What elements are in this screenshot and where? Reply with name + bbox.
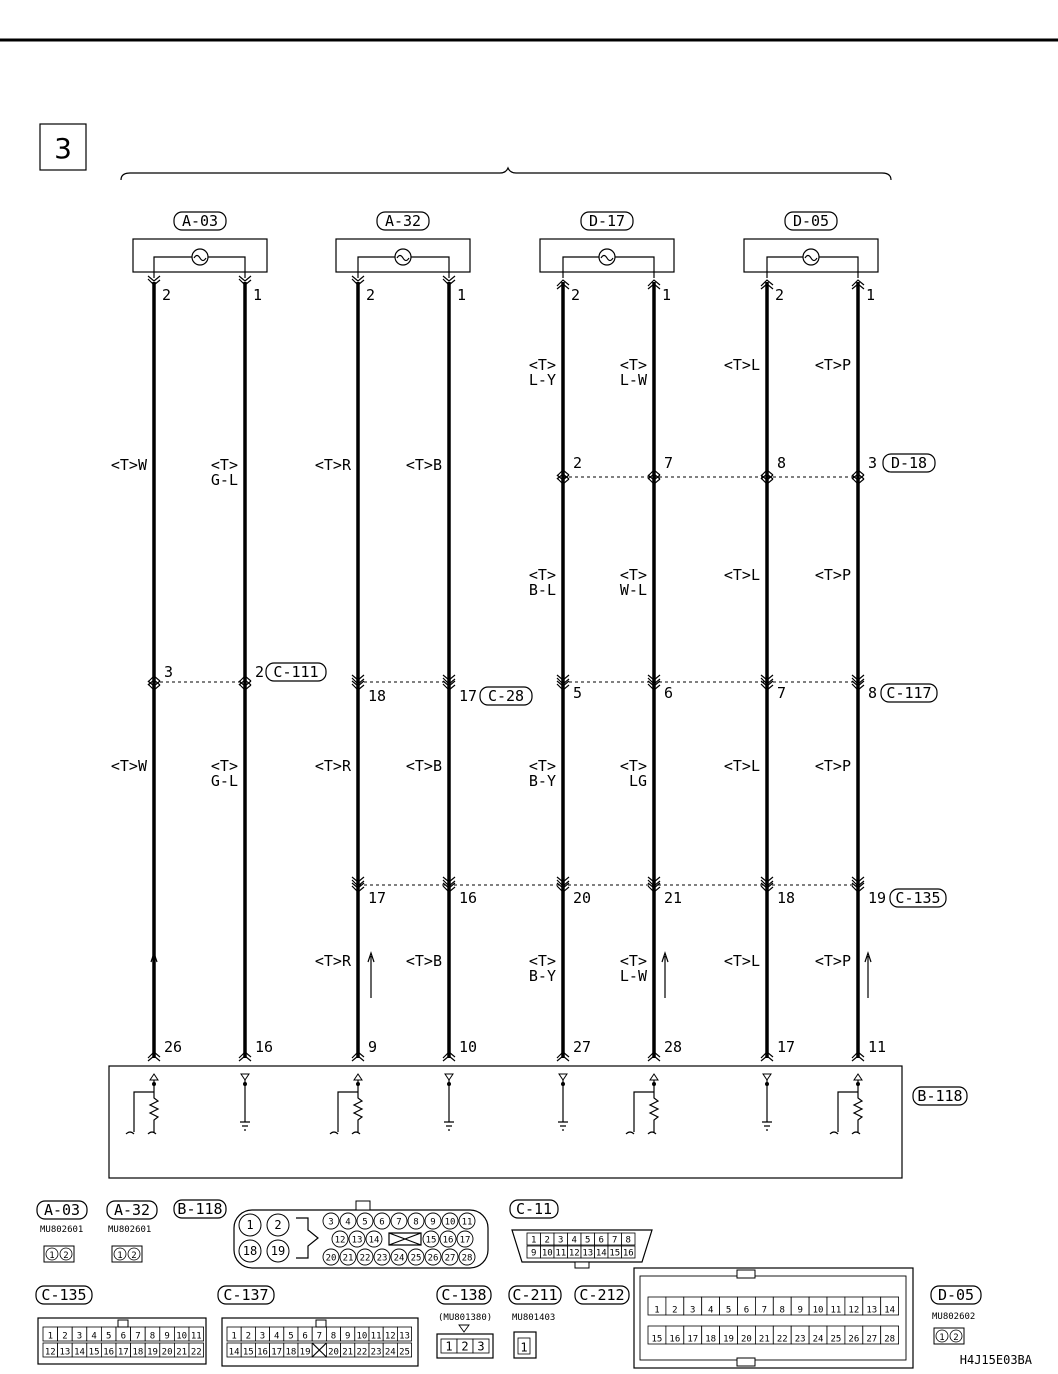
signal-arrow [865, 953, 871, 998]
sensor-pin-right: 1 [866, 286, 876, 304]
legend-c137-pin: 5 [288, 1331, 294, 1342]
legend-b118-bigpin-label: 1 [246, 1218, 254, 1232]
wire-color-label: <T>R [314, 757, 351, 775]
legend-c211-pin: 1 [520, 1340, 528, 1355]
legend-c212-pin: 10 [812, 1305, 824, 1316]
legend-b118-pin: 12 [334, 1235, 346, 1246]
legend-c211-part: MU801403 [512, 1313, 556, 1323]
legend-c135-pin: 20 [161, 1347, 173, 1358]
c111-pin: 3 [164, 663, 174, 681]
c135-pin: 20 [573, 889, 592, 907]
legend-c212-pin: 26 [848, 1334, 860, 1345]
legend-c135-key [118, 1320, 128, 1327]
legend-c135-pin: 18 [132, 1347, 144, 1358]
legend-c137-pin: 4 [273, 1331, 280, 1342]
sensor-pin-right: 1 [457, 286, 467, 304]
c117-label: C-117 [886, 684, 932, 702]
legend-b118-pin: 7 [396, 1217, 402, 1228]
legend-b118-pin: 16 [442, 1235, 454, 1246]
legend-c135-pin: 3 [76, 1331, 83, 1342]
legend-b118-pin: 27 [444, 1253, 456, 1264]
legend-c212-pin: 3 [690, 1305, 696, 1316]
wire-color-label: <T> [210, 456, 238, 474]
legend-c11-pin: 16 [622, 1248, 634, 1259]
legend-c11-pin: 9 [531, 1248, 537, 1259]
c135-pin: 18 [777, 889, 796, 907]
legend-c212-pin: 18 [705, 1334, 717, 1345]
legend-c137-pin: 6 [302, 1331, 308, 1342]
legend-c11-pin: 6 [598, 1235, 604, 1246]
b118-unit [109, 1066, 967, 1178]
c135-pin: 21 [664, 889, 683, 907]
legend-c212-pin: 12 [848, 1305, 860, 1316]
legend-c135-pin: 12 [44, 1347, 56, 1358]
legend-c212-pin: 27 [866, 1334, 878, 1345]
wire-color-label: <T> [528, 356, 556, 374]
legend-c135-pin: 4 [91, 1331, 97, 1342]
legend-a03-pin: 1 [49, 1251, 55, 1261]
terminal-dot [152, 1082, 156, 1086]
wire-color-label: <T> [619, 566, 647, 584]
c117-pin: 8 [868, 684, 878, 702]
legend-c135-pin: 10 [176, 1331, 188, 1342]
b118-pin: 28 [664, 1038, 683, 1056]
legend-b118-pin: 23 [376, 1253, 388, 1264]
legend-b118-pin: 24 [393, 1253, 405, 1264]
legend-c135-pin: 11 [190, 1331, 202, 1342]
legend-c212-pin: 17 [687, 1334, 699, 1345]
legend-c212-pin: 21 [758, 1334, 770, 1345]
wire-color-label: <T>B [405, 456, 442, 474]
legend-c137-pin: 15 [242, 1347, 254, 1358]
page-number: 3 [54, 132, 72, 165]
wire-color-label: <T>R [314, 456, 351, 474]
legend-c137-pin: 9 [344, 1331, 351, 1342]
legend-c11-key [575, 1262, 589, 1268]
legend-c11-pin: 1 [531, 1235, 537, 1246]
legend-b118-pin: 13 [351, 1235, 363, 1246]
b118-pin: 10 [459, 1038, 478, 1056]
wire-color-label: G-L [210, 772, 238, 790]
legend-c212-pin: 24 [812, 1334, 824, 1345]
legend-b118-pin: 6 [379, 1217, 385, 1228]
legend-b118-bigpin-label: 18 [242, 1244, 258, 1258]
legend-b118-pin: 21 [342, 1253, 354, 1264]
sensor-pin-right: 1 [253, 286, 263, 304]
legend-c135-pin: 6 [120, 1331, 127, 1342]
legend-c212-pin: 19 [723, 1334, 734, 1345]
legend-c137-pin: 22 [356, 1347, 368, 1358]
legend-b118-pin: 20 [325, 1253, 337, 1264]
c117-pin: 6 [664, 684, 674, 702]
legend-c135-pin: 16 [103, 1347, 115, 1358]
legend-c138-part: (MU801380) [438, 1313, 493, 1323]
legend-c212-pin: 5 [725, 1305, 732, 1316]
c117-pin: 7 [777, 684, 787, 702]
legend-c212-pin: 23 [794, 1334, 806, 1345]
legend-c138-pin: 1 [445, 1339, 453, 1354]
terminal-dot [856, 1082, 860, 1086]
sensor-pin-left: 2 [366, 286, 376, 304]
signal-arrow [151, 953, 157, 998]
legend-b118-pin: 4 [345, 1217, 351, 1228]
legend-c137-key [316, 1320, 326, 1327]
legend-c135-pin: 19 [147, 1347, 158, 1358]
legend-a03-pin: 2 [63, 1251, 69, 1261]
legend-c137-pin: 25 [399, 1347, 410, 1358]
legend-c11-pin: 14 [595, 1248, 607, 1259]
legend-c138-key [459, 1325, 469, 1332]
wire-color-label: <T>W [110, 757, 147, 775]
signal-arrow [662, 953, 668, 998]
c28-label: C-28 [487, 687, 525, 705]
sensor-pin-right: 1 [662, 286, 672, 304]
legend-c212-pin: 20 [741, 1334, 752, 1345]
legend-c11-label: C-11 [515, 1200, 553, 1218]
legend-c212-pin: 11 [830, 1305, 842, 1316]
legend-d05-label: D-05 [937, 1286, 975, 1304]
diagram-code: H4J15E03BA [959, 1353, 1032, 1367]
legend-c137-pin: 7 [316, 1331, 323, 1342]
legend-b118-pin: 26 [427, 1253, 439, 1264]
legend-c138-pin: 2 [461, 1339, 469, 1354]
brace [121, 168, 891, 180]
legend-c135-pin: 5 [105, 1331, 112, 1342]
legend-a32-label: A-32 [113, 1201, 151, 1219]
legend-a32-pin: 2 [131, 1251, 137, 1261]
legend-c11-pin: 13 [582, 1248, 594, 1259]
legend-c137-pin: 10 [356, 1331, 368, 1342]
legend-c137-pin: 20 [328, 1347, 339, 1358]
c111-label: C-111 [273, 663, 319, 681]
terminal-dot [243, 1082, 247, 1086]
wire-color-label: <T> [619, 757, 647, 775]
b118-box [109, 1066, 902, 1178]
wire-color-label: L-Y [528, 371, 556, 389]
wire-color-label: G-L [210, 471, 238, 489]
legend-a32-part: MU802601 [108, 1225, 152, 1235]
wire-color-label: B-L [528, 581, 556, 599]
legend-b118-pin: 15 [425, 1235, 437, 1246]
legend-c137-label: C-137 [223, 1286, 269, 1304]
connectors-group [148, 276, 946, 1061]
legend-c137-pin: 19 [299, 1347, 311, 1358]
legend-c11-pin: 8 [625, 1235, 631, 1246]
terminal-dot [765, 1082, 769, 1086]
legend-c135-pin: 15 [88, 1347, 100, 1358]
sensor-pin-left: 2 [162, 286, 172, 304]
wire-color-label: LG [628, 772, 647, 790]
legend-c135-pin: 14 [74, 1347, 85, 1358]
legend-c212-pin: 1 [654, 1305, 660, 1316]
wire-color-label: <T>L [723, 757, 760, 775]
terminal-dot [356, 1082, 360, 1086]
wire-color-label: <T> [619, 356, 647, 374]
wire-color-label: <T>P [814, 952, 851, 970]
wire-color-label: <T>R [314, 952, 351, 970]
wire-color-label: <T>L [723, 356, 760, 374]
legend-c137-pin: 18 [285, 1347, 297, 1358]
legend-c212-key [737, 1270, 755, 1278]
wire-color-label: <T>P [814, 356, 851, 374]
b118-pin: 26 [164, 1038, 183, 1056]
legend-c212-pin: 15 [651, 1334, 663, 1345]
legend-c137-pin: 3 [259, 1331, 266, 1342]
legend-c212-key [737, 1358, 755, 1366]
legend-b118-pin: 8 [413, 1217, 419, 1228]
b118-pin: 17 [777, 1038, 796, 1056]
wire-color-label: <T> [528, 566, 556, 584]
sensor-pin-left: 2 [571, 286, 581, 304]
sensor-pin-left: 2 [775, 286, 785, 304]
legend-b118-pin: 28 [461, 1253, 473, 1264]
legend-c137-pin: 16 [257, 1347, 268, 1358]
legend-b118-pin: 11 [461, 1217, 473, 1228]
c135-pin: 16 [459, 889, 478, 907]
legend-b118-pin: 9 [430, 1217, 436, 1228]
legend-c11-pin: 15 [609, 1248, 621, 1259]
b118-label: B-118 [917, 1087, 963, 1105]
signal-arrow [368, 953, 374, 998]
legend-c135-pin: 17 [117, 1347, 129, 1358]
legend-d05-part: MU802602 [932, 1312, 976, 1322]
wire-color-label: B-Y [528, 772, 556, 790]
wire-color-label: L-W [619, 371, 647, 389]
legend-b118-bigpin-label: 2 [274, 1218, 282, 1232]
c135-pin: 19 [868, 889, 887, 907]
legend-c137-pin: 13 [399, 1331, 410, 1342]
b118-pin: 11 [868, 1038, 887, 1056]
d18-pin: 7 [664, 454, 674, 472]
wire-color-label: <T>P [814, 757, 851, 775]
legend-c11-pin: 12 [568, 1248, 580, 1259]
legend-b118-pin: 10 [444, 1217, 456, 1228]
sensor-label: A-32 [384, 212, 422, 230]
legend-c11-pin: 4 [571, 1235, 577, 1246]
legend-c137-pin: 21 [342, 1347, 354, 1358]
wire-color-label: <T>P [814, 566, 851, 584]
sensor-label: A-03 [181, 212, 219, 230]
wire-color-label: <T>B [405, 757, 442, 775]
legend-c212-pin: 28 [884, 1334, 896, 1345]
legend-b118-key [356, 1201, 370, 1210]
legend-c212-pin: 7 [761, 1305, 768, 1316]
legend-a32-pin: 1 [117, 1251, 123, 1261]
legend-c11-pin: 10 [541, 1248, 553, 1259]
legend-b118-pin: 5 [362, 1217, 368, 1228]
legend-c11-pin: 11 [555, 1248, 567, 1259]
b118-pin: 27 [573, 1038, 592, 1056]
sensor-label: D-17 [588, 212, 626, 230]
legend-c212-pin: 9 [797, 1305, 803, 1316]
wire-color-label: <T>W [110, 456, 147, 474]
legend-b118-pin: 25 [410, 1253, 422, 1264]
legend-b118-pin: 17 [459, 1235, 471, 1246]
legend-b118-bigpin-label: 19 [270, 1244, 286, 1258]
legend-b118-pin: 22 [359, 1253, 371, 1264]
c28-pin: 17 [459, 687, 478, 705]
c117-pin: 5 [573, 684, 583, 702]
legend-b118-label: B-118 [177, 1200, 223, 1218]
legend-d05-pin: 1 [939, 1333, 945, 1343]
legend-c135-pin: 1 [47, 1331, 54, 1342]
legend-b118-pin: 14 [368, 1235, 380, 1246]
legend-c212-pin: 16 [669, 1334, 681, 1345]
legend-c135-pin: 22 [190, 1347, 202, 1358]
legend-c137-pin: 2 [245, 1331, 252, 1342]
legend-c137-pin: 17 [271, 1347, 283, 1358]
wire-color-label: B-Y [528, 967, 556, 985]
legend-b118-pin: 3 [328, 1217, 334, 1228]
legend-c135-pin: 21 [176, 1347, 188, 1358]
wire-color-label: <T> [528, 757, 556, 775]
connector-legend [36, 1200, 981, 1368]
legend-c138-label: C-138 [441, 1286, 487, 1304]
legend-c11-pin: 3 [558, 1235, 564, 1246]
legend-c212-pin: 25 [830, 1334, 842, 1345]
wire-color-label: <T>L [723, 566, 760, 584]
legend-a03-part: MU802601 [40, 1225, 84, 1235]
terminal-dot [652, 1082, 656, 1086]
legend-c212-label: C-212 [579, 1286, 625, 1304]
c135-label: C-135 [895, 889, 941, 907]
legend-c211-label: C-211 [512, 1286, 558, 1304]
legend-c212-pin: 14 [884, 1305, 896, 1316]
legend-c11-pin: 5 [585, 1235, 591, 1246]
wire-color-label: <T> [210, 757, 238, 775]
wire-color-label: W-L [619, 581, 647, 599]
legend-c135-pin: 2 [62, 1331, 68, 1342]
d18-pin: 3 [868, 454, 878, 472]
d18-pin: 8 [777, 454, 787, 472]
legend-c137-pin: 14 [228, 1347, 240, 1358]
wire-labels-group [111, 356, 871, 998]
legend-c135-label: C-135 [41, 1286, 87, 1304]
wire-color-label: L-W [619, 967, 647, 985]
d18-label: D-18 [890, 454, 928, 472]
sensor-label: D-05 [792, 212, 830, 230]
legend-d05-pin: 2 [953, 1333, 959, 1343]
c111-pin: 2 [255, 663, 265, 681]
wire-color-label: <T> [528, 952, 556, 970]
legend-c212-pin: 8 [779, 1305, 785, 1316]
terminal-dot [447, 1082, 451, 1086]
wire-color-label: <T>B [405, 952, 442, 970]
c28-pin: 18 [368, 687, 387, 705]
legend-c137-pin: 23 [370, 1347, 382, 1358]
legend-c212-pin: 22 [776, 1334, 788, 1345]
terminal-dot [561, 1082, 565, 1086]
legend-c212-pin: 6 [743, 1305, 750, 1316]
legend-c212-housing [634, 1268, 913, 1368]
legend-c137-pin: 11 [370, 1331, 382, 1342]
legend-c212-pin: 4 [707, 1305, 714, 1316]
legend-c11-pin: 7 [612, 1235, 618, 1246]
legend-c212-pin: 13 [866, 1305, 878, 1316]
legend-c135-pin: 7 [135, 1331, 141, 1342]
wire-color-label: <T>L [723, 952, 760, 970]
d18-pin: 2 [573, 454, 583, 472]
legend-c137-pin: 12 [384, 1331, 396, 1342]
legend-c135-pin: 8 [149, 1331, 156, 1342]
legend-c135-pin: 9 [164, 1331, 170, 1342]
legend-c137-pin: 8 [330, 1331, 337, 1342]
c135-pin: 17 [368, 889, 387, 907]
legend-c137-pin: 1 [231, 1331, 237, 1342]
legend-c212-pin: 2 [672, 1305, 678, 1316]
legend-c11-pin: 2 [544, 1235, 550, 1246]
legend-a03-label: A-03 [43, 1201, 81, 1219]
legend-c138-pin: 3 [477, 1339, 485, 1354]
legend-c137-pin: 24 [384, 1347, 396, 1358]
b118-pin: 16 [255, 1038, 274, 1056]
wire-color-label: <T> [619, 952, 647, 970]
legend-c135-pin: 13 [59, 1347, 71, 1358]
b118-pin: 9 [368, 1038, 378, 1056]
